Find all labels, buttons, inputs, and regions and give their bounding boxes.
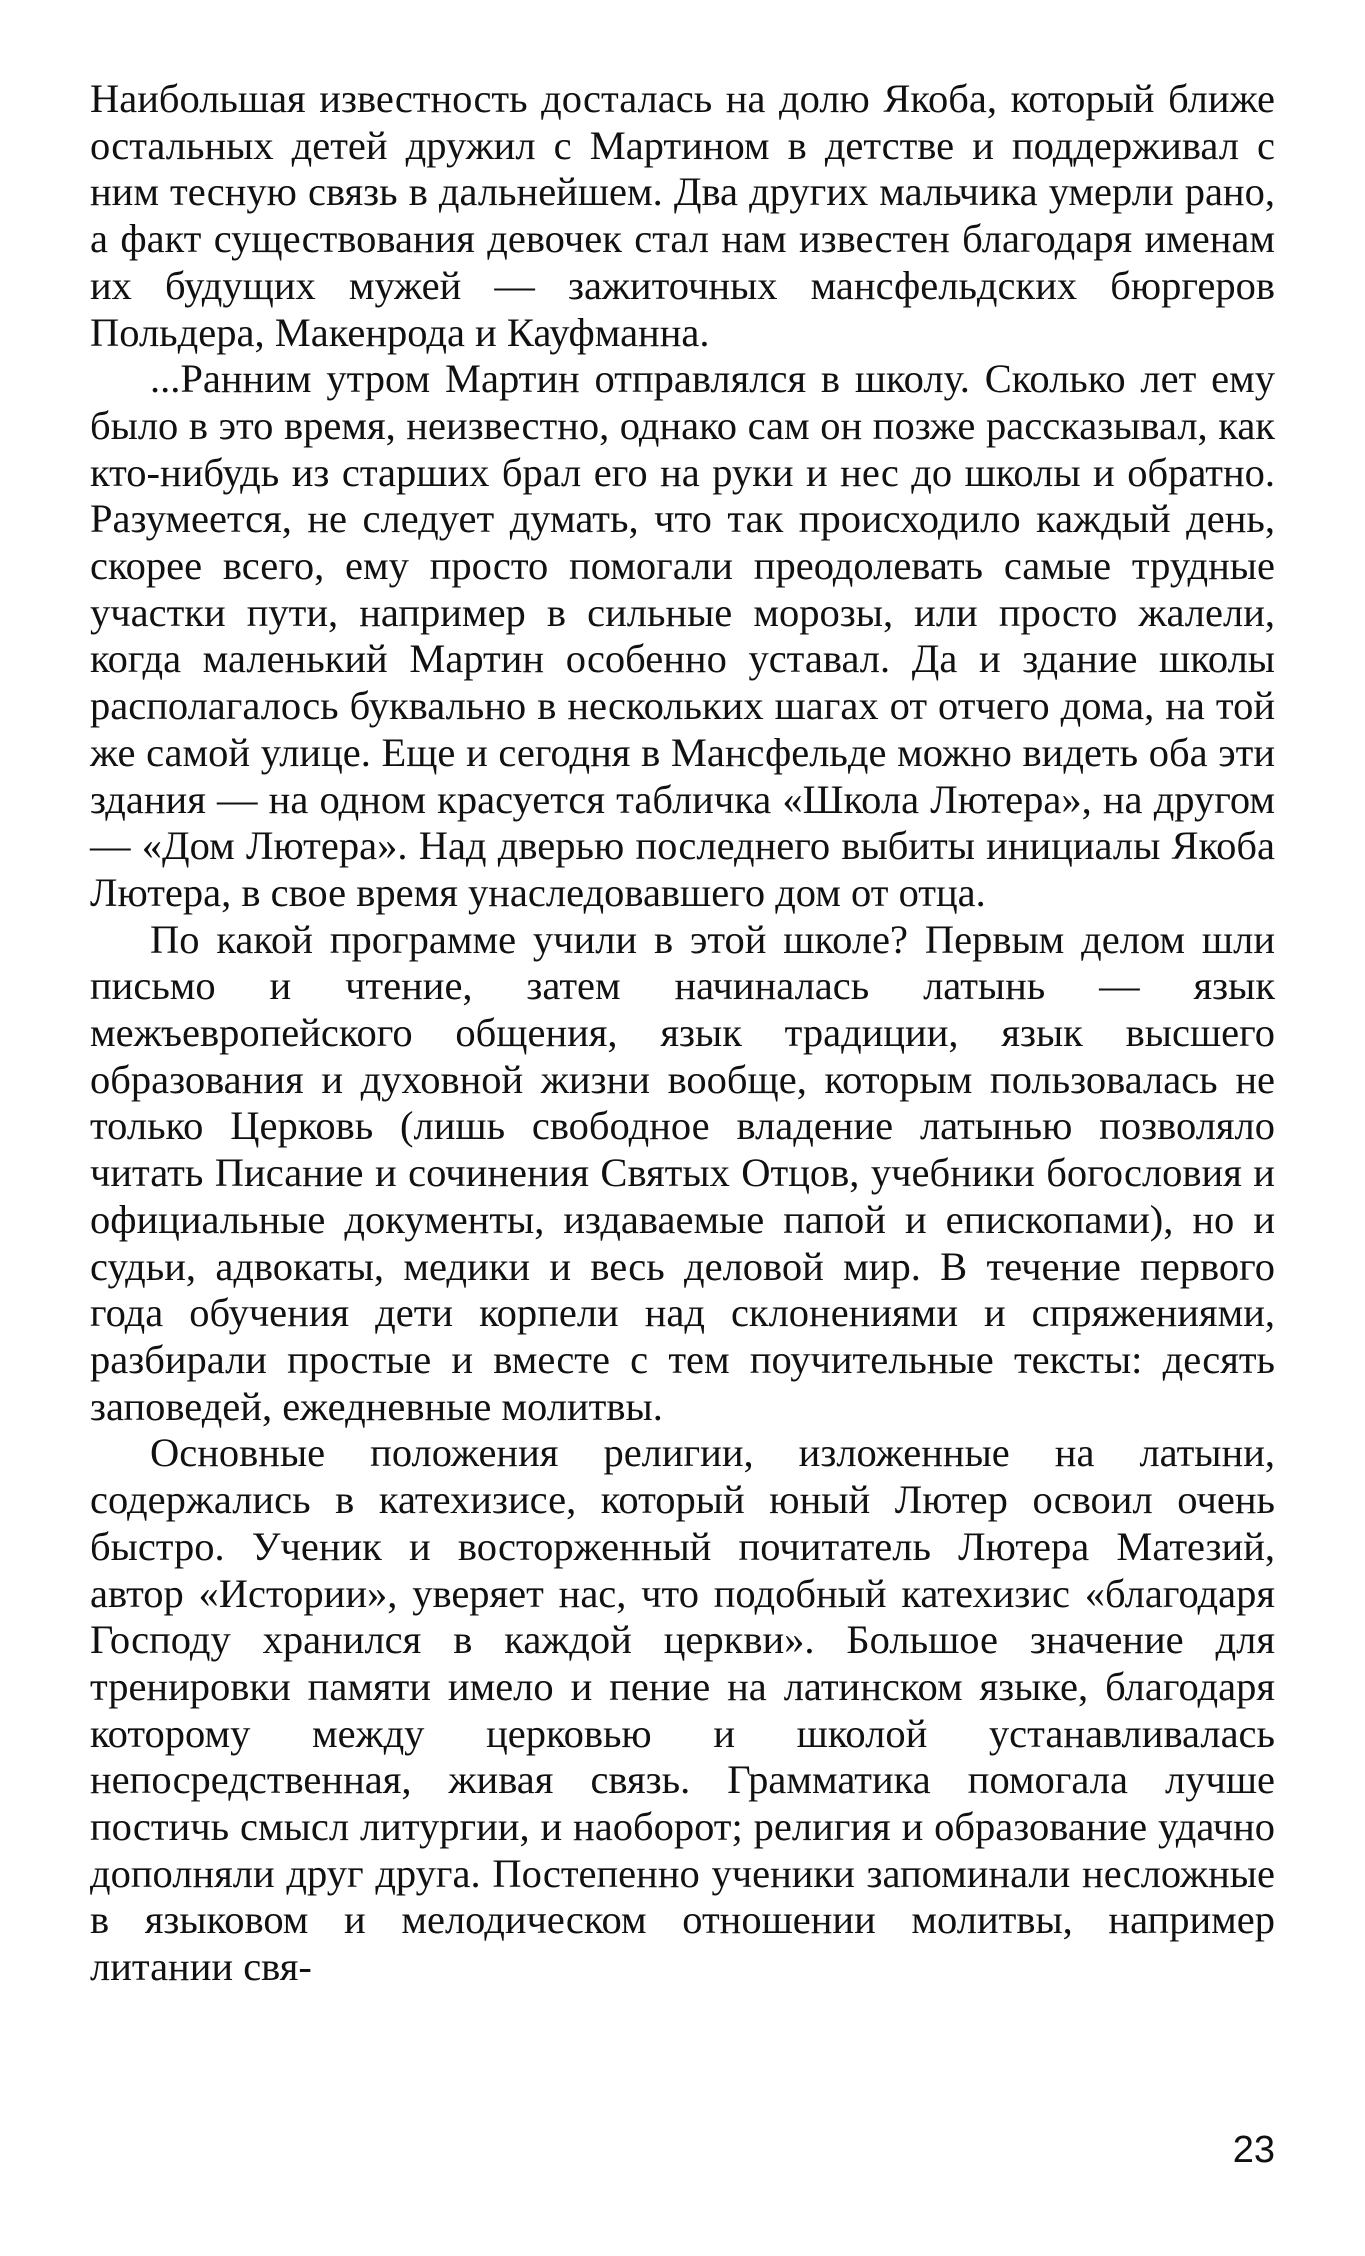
paragraph: Наибольшая известность досталась на долю Якоба, который ближе остальных детей дружил с Мартином в детстве и поддерживал с ним тесную связь в дальнейшем. Два других мальчика умерли рано, а факт существования девочек стал нам известен благодаря именам их будущих мужей — зажиточных мансфельдских бюргеров Польдера, Макенрода и Кауфманна. xyxy=(90,76,1275,355)
paragraph: ...Ранним утром Мартин отправлялся в школу. Сколько лет ему было в это время, неизвестно, однако сам он позже рассказывал, как кто-нибудь из старших брал его на руки и нес до школы и обратно. Разумеется, не следует думать, что так происходило каждый день, скорее всего, ему просто помогали преодолевать самые трудные участки пути, например в сильные морозы, или просто жалели, когда маленький Мартин особенно уставал. Да и здание школы располагалось буквально в нескольких шагах от отчего дома, на той же самой улице. Еще и сегодня в Мансфельде можно видеть оба эти здания — на одном красуется табличка «Школа Лютера», на другом — «Дом Лютера». Над дверью последнего выбиты инициалы Якоба Лютера, в свое время унаследовавшего дом от отца. xyxy=(90,356,1275,915)
body-text xyxy=(90,76,1275,1991)
paragraph: Основные положения религии, изложенные на латыни, содержались в катехизисе, который юный Лютер освоил очень быстро. Ученик и восторженный почитатель Лютера Матезий, автор «Истории», уверяет нас, что подобный катехизис «благодаря Господу хранился в каждой церкви». Большое значение для тренировки памяти имело и пение на латинском языке, благодаря которому между церковью и школой устанавливалась непосредственная, живая связь. Грамматика помогала лучше постичь смысл литургии, и наоборот; религия и образование удачно дополняли друг друга. Постепенно ученики запоминали несложные в языковом и мелодическом отношении молитвы, например литании свя- xyxy=(90,1430,1275,1990)
paragraph: По какой программе учили в этой школе? Первым делом шли письмо и чтение, затем начиналась латынь — язык межъевропейского общения, язык традиции, язык высшего образования и духовной жизни вообще, которым пользовалась не только Церковь (лишь свободное владение латынью позволяло читать Писание и сочинения Святых Отцов, учебники богословия и официальные документы, издаваемые папой и епископами), но и судьи, адвокаты, медики и весь деловой мир. В течение первого года обучения дети корпели над склонениями и спряжениями, разбирали простые и вместе с тем поучительные тексты: десять заповедей, ежедневные молитвы. xyxy=(90,916,1275,1429)
page-number: 23 xyxy=(1232,2129,1275,2171)
